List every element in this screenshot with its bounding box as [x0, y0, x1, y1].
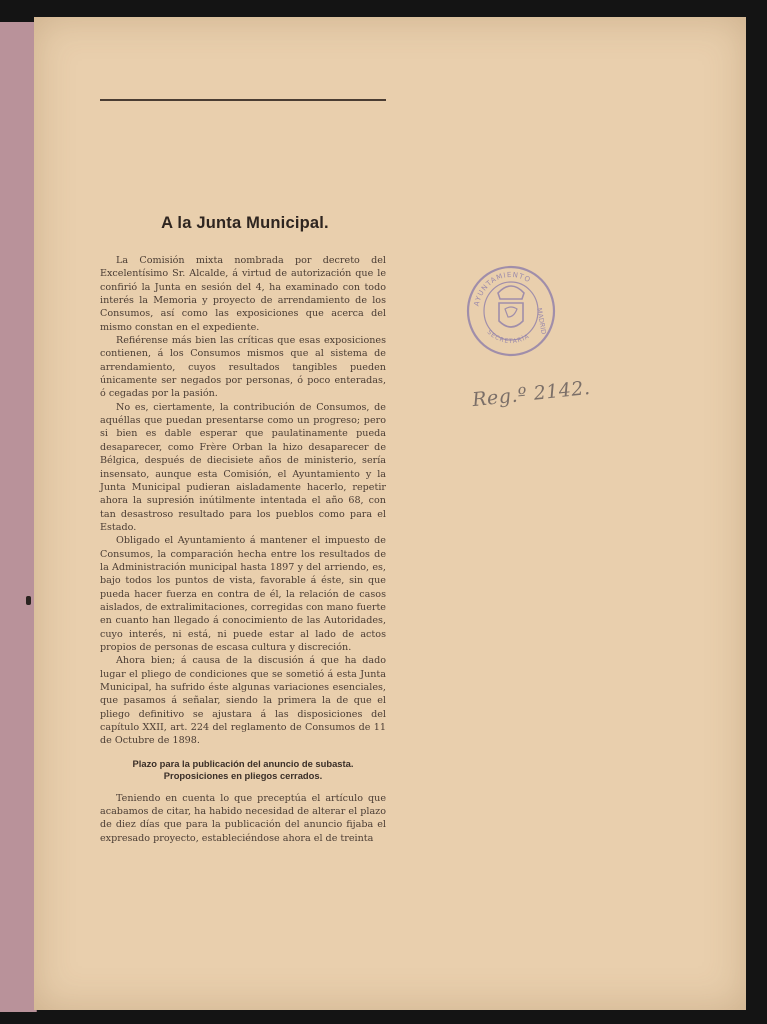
stamp-bottom-text: SECRETARÍA	[485, 328, 532, 346]
svg-text:SECRETARÍA	[486, 329, 531, 345]
paragraph: Refiérense más bien las críticas que esas exposiciones contienen, á los Consumos mismos que al sistema de arrendamiento, cuyos resultados tangibles pueden únicamente ser negados por personas, ó poco enteradas, ó cegadas por la pasión.	[100, 335, 386, 400]
paragraph: La Comisión mixta nombrada por decreto del Excelentísimo Sr. Alcalde, á virtud de autorización que le confirió la Junta en sesión del 4, ha examinado con todo interés la Memoria y proyecto de arrendamiento de los Consumos, así como las exposiciones que acerca del mismo constan en el expediente.	[100, 255, 386, 333]
paragraph: Obligado el Ayuntamiento á mantener el impuesto de Consumos, la comparación hecha entre los resultados de la Administración municipal hasta 1897 y del arriendo, es, bajo todos los puntos de vista, favorable á éste, sin que pueda hacer fuerza en contra de él, la relación de casos aislados, de extralimitaciones, corregidas con mano fuerte en cuanto han llegado á conocimiento de las Autoridades, cuyo interés, ni está, ni puede estar al lado de actos propios de personas de escasa cultura y discreción.	[100, 535, 386, 653]
section-heading-line: Proposiciones en pliegos cerrados.	[163, 770, 323, 782]
document-page	[34, 17, 746, 1010]
handwritten-registry-note: Reg.º 2142.	[471, 376, 592, 412]
section-heading-line: Plazo para la publicación del anuncio de subasta.	[132, 757, 354, 769]
paragraph: Ahora bien; á causa de la discusión á que ha dado lugar el pliego de condiciones que se sometió á esta Junta Municipal, ha sufrido éste algunas variaciones esenciales, que pasamos á señalar, siendo la primera la de que el pliego definitivo se ajustara á las disposiciones del capítulo XXII, art. 224 del reglamento de Consumos de 11 de Octubre de 1898.	[100, 655, 386, 747]
paragraph: No es, ciertamente, la contribución de Consumos, de aquéllas que puedan presentarse como un progreso; pero si bien es dable esperar que paulatinamente pueda desaparecer, como Frère Orban la hizo desaparecer de Bélgica, después de diecisiete años de ministerio, sería insensato, aunque esta Comisión, el Ayuntamiento y la Junta Municipal pudieran aisladamente hacerlo, repetir ahora la supresión inútilmente intentada el año 68, con tan desastroso resultado para los pueblos como para el Estado.	[100, 401, 386, 533]
document-title: A la Junta Municipal.	[161, 214, 329, 232]
top-rule	[100, 99, 386, 101]
document-body	[100, 254, 386, 845]
paragraph: Teniendo en cuenta lo que preceptúa el artículo que acabamos de citar, ha habido necesidad de alterar el plazo de diez días que para la publicación del anuncio fijaba el expresado proyecto, estableciéndose ahora el de treinta	[100, 792, 386, 844]
binding-hole	[26, 596, 31, 605]
adjacent-page-edge	[0, 22, 37, 1012]
stamp-right-text: MADRID	[535, 307, 548, 335]
municipal-stamp-icon	[464, 263, 558, 357]
stamp-top-text: AYUNTAMIENTO	[472, 270, 533, 307]
section-heading	[100, 758, 386, 783]
